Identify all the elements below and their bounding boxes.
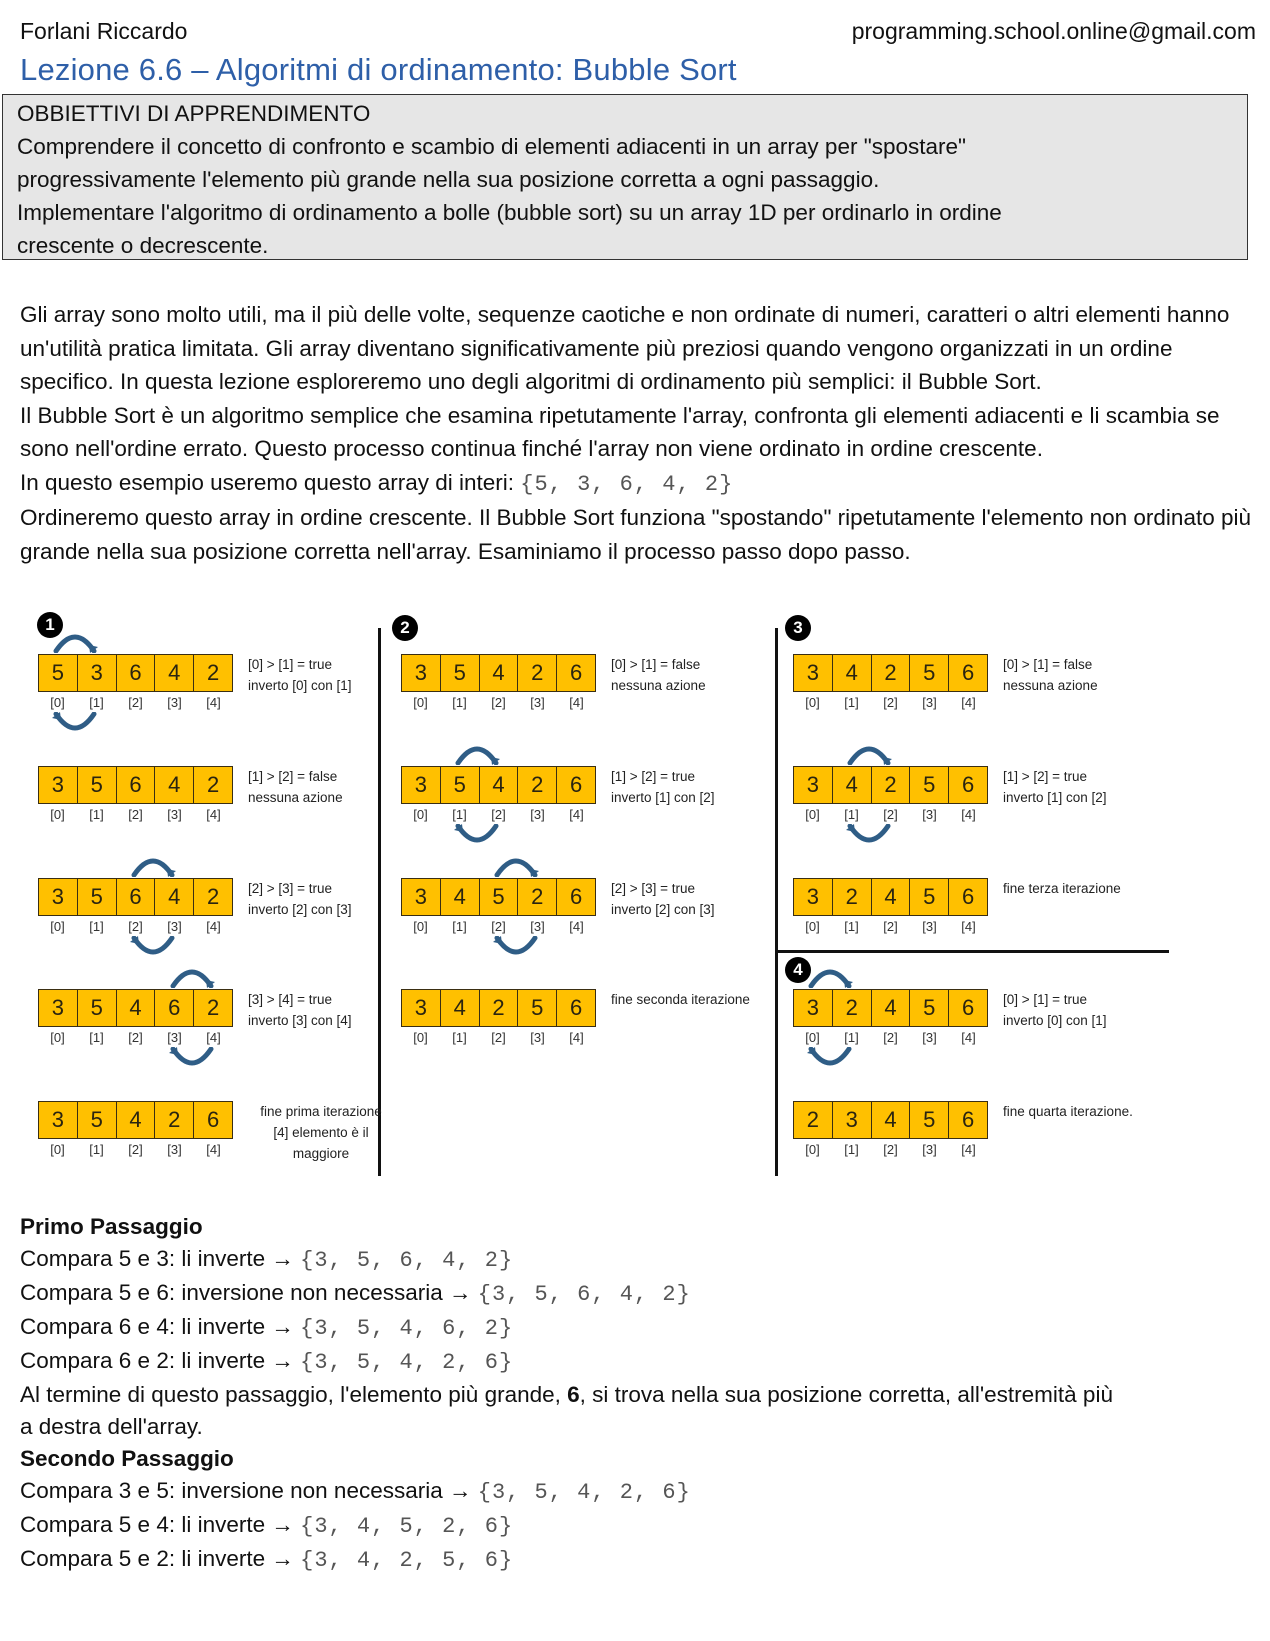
array-state-code: {3, 5, 4, 6, 2}	[300, 1316, 514, 1341]
largest-element: 6	[567, 1382, 580, 1407]
index-label: [2]	[128, 1030, 143, 1045]
index-labels	[401, 695, 596, 710]
index-label: [3]	[922, 695, 937, 710]
swap-arrow-icon	[167, 1047, 217, 1067]
index-label: [4]	[569, 1030, 584, 1045]
array-cell: 3	[39, 1102, 78, 1138]
array-step	[401, 766, 715, 822]
index-label: [0]	[50, 1142, 65, 1157]
pass-line: Compara 5 e 4: li inverte → {3, 4, 5, 2, 6}	[20, 1512, 514, 1539]
pass-line: Compara 6 e 4: li inverte → {3, 5, 4, 6, 2}	[20, 1314, 514, 1341]
array-cell: 5	[518, 990, 557, 1026]
step-note: [0] > [1] = false nessuna azione	[611, 657, 706, 693]
index-labels	[38, 695, 233, 710]
index-label: [4]	[206, 1142, 221, 1157]
array-state-code: {3, 5, 6, 4, 2}	[477, 1282, 691, 1307]
lesson-title: Lezione 6.6 – Algoritmi di ordinamento: Bubble Sort	[20, 52, 737, 87]
array-cell: 3	[402, 879, 441, 915]
index-label: [4]	[961, 695, 976, 710]
intro-paragraph	[20, 466, 1255, 502]
array-cell: 2	[194, 990, 232, 1026]
index-label: [1]	[844, 919, 859, 934]
array-cell: 3	[39, 990, 78, 1026]
array-step	[38, 989, 352, 1045]
array-step	[793, 654, 1098, 710]
array-step	[38, 766, 343, 822]
array-cell: 6	[949, 767, 987, 803]
index-label: [2]	[883, 1142, 898, 1157]
intro-text	[20, 298, 1255, 568]
step-note: fine seconda iterazione	[611, 992, 750, 1007]
index-label: [3]	[167, 919, 182, 934]
array-step	[401, 654, 706, 710]
index-label: [4]	[206, 1030, 221, 1045]
array-cell: 6	[949, 990, 987, 1026]
array-cell: 3	[833, 1102, 872, 1138]
array-cells	[793, 878, 988, 916]
pass-line: Compara 5 e 2: li inverte → {3, 4, 2, 5, 6}	[20, 1546, 514, 1573]
array-cell: 6	[949, 655, 987, 691]
index-label: [2]	[883, 807, 898, 822]
divider-line	[378, 628, 381, 1176]
example-array-code: {5, 3, 6, 4, 2}	[520, 471, 734, 497]
index-label: [1]	[89, 919, 104, 934]
second-pass-heading: Secondo Passaggio	[20, 1446, 234, 1471]
array-state-code: {3, 5, 6, 4, 2}	[300, 1248, 514, 1273]
step-note: [1] > [2] = false nessuna azione	[248, 769, 343, 805]
index-label: [4]	[206, 807, 221, 822]
array-cell: 5	[78, 1102, 117, 1138]
step-note: [0] > [1] = true inverto [0] con [1]	[248, 657, 352, 693]
author-name: Forlani Riccardo	[20, 18, 188, 44]
array-cell: 5	[910, 879, 949, 915]
array-cell: 6	[557, 655, 595, 691]
index-label: [1]	[844, 1142, 859, 1157]
array-cell: 5	[441, 767, 480, 803]
index-label: [0]	[413, 695, 428, 710]
index-labels	[38, 1142, 233, 1157]
array-cell: 2	[194, 767, 232, 803]
array-step	[793, 766, 1107, 822]
index-labels	[793, 807, 988, 822]
index-label: [3]	[167, 807, 182, 822]
index-label: [1]	[89, 807, 104, 822]
index-label: [0]	[805, 1142, 820, 1157]
array-state-code: {3, 4, 2, 5, 6}	[300, 1548, 514, 1573]
array-cell: 4	[155, 879, 194, 915]
swap-arrow-icon	[452, 745, 502, 765]
index-label: [4]	[961, 807, 976, 822]
index-label: [0]	[50, 1030, 65, 1045]
index-labels	[401, 1030, 596, 1045]
index-label: [2]	[491, 919, 506, 934]
swap-arrow-icon	[128, 936, 178, 956]
array-cell: 4	[872, 1102, 911, 1138]
index-labels	[401, 919, 596, 934]
array-cell: 4	[480, 767, 519, 803]
array-cell: 3	[78, 655, 117, 691]
step-note: fine quarta iterazione.	[1003, 1104, 1133, 1119]
index-label: [2]	[491, 807, 506, 822]
array-cells	[793, 766, 988, 804]
index-label: [4]	[569, 695, 584, 710]
array-cell: 5	[910, 655, 949, 691]
array-cell: 6	[949, 879, 987, 915]
index-label: [3]	[530, 807, 545, 822]
array-cell: 2	[194, 655, 232, 691]
iteration-badge: 1	[37, 612, 63, 638]
index-label: [2]	[883, 1030, 898, 1045]
array-cell: 3	[794, 879, 833, 915]
array-cells	[38, 654, 233, 692]
array-cell: 3	[794, 655, 833, 691]
array-cells	[38, 989, 233, 1027]
array-cell: 5	[910, 990, 949, 1026]
array-cell: 2	[194, 879, 232, 915]
array-cell: 6	[557, 879, 595, 915]
objectives-heading: OBBIETTIVI DI APPRENDIMENTO	[17, 101, 371, 126]
index-label: [2]	[491, 695, 506, 710]
array-cell: 3	[402, 767, 441, 803]
index-labels	[793, 695, 988, 710]
swap-arrow-icon	[805, 1047, 855, 1067]
array-cell: 2	[518, 879, 557, 915]
array-cell: 2	[833, 990, 872, 1026]
array-cell: 2	[518, 767, 557, 803]
index-label: [0]	[413, 919, 428, 934]
index-label: [0]	[805, 807, 820, 822]
intro-paragraph: Ordineremo questo array in ordine crescente. Il Bubble Sort funziona "spostando" ripetutamente l'elemento non ordinato più grande nella sua posizione corretta nell'array. Esaminiamo il processo passo dopo passo.	[20, 505, 1251, 564]
array-cell: 3	[39, 767, 78, 803]
index-label: [0]	[413, 807, 428, 822]
array-cell: 4	[872, 990, 911, 1026]
pass-line: Compara 6 e 2: li inverte → {3, 5, 4, 2, 6}	[20, 1348, 514, 1375]
array-cell: 5	[78, 990, 117, 1026]
array-step	[793, 878, 1121, 934]
array-cell: 4	[480, 655, 519, 691]
learning-objectives-box	[2, 94, 1248, 260]
index-label: [0]	[805, 919, 820, 934]
index-label: [0]	[50, 807, 65, 822]
array-cell: 5	[441, 655, 480, 691]
step-note: [2] > [3] = true inverto [2] con [3]	[248, 881, 352, 917]
array-step	[38, 1101, 382, 1161]
index-labels	[38, 807, 233, 822]
array-cell: 6	[117, 767, 156, 803]
contact-email: programming.school.online@gmail.com	[851, 18, 1256, 44]
array-cell: 6	[557, 767, 595, 803]
objective-line: Comprendere il concetto di confronto e scambio di elementi adiacenti in un array per "spostare"	[17, 134, 966, 159]
array-cell: 3	[39, 879, 78, 915]
step-note: [1] > [2] = true inverto [1] con [2]	[1003, 769, 1107, 805]
array-step	[38, 654, 352, 710]
array-cell: 3	[402, 655, 441, 691]
iteration-badge: 2	[392, 615, 418, 641]
step-note: [0] > [1] = false nessuna azione	[1003, 657, 1098, 693]
array-cell: 6	[557, 990, 595, 1026]
array-cells	[38, 1101, 233, 1139]
index-label: [3]	[530, 919, 545, 934]
array-cell: 6	[949, 1102, 987, 1138]
intro-example-text: In questo esempio useremo questo array di interi:	[20, 469, 521, 495]
index-label: [1]	[89, 1142, 104, 1157]
index-label: [1]	[844, 807, 859, 822]
index-label: [1]	[452, 695, 467, 710]
index-label: [3]	[530, 1030, 545, 1045]
array-cell: 2	[794, 1102, 833, 1138]
array-step	[793, 989, 1107, 1045]
array-cell: 5	[39, 655, 78, 691]
array-cell: 6	[194, 1102, 232, 1138]
array-step	[793, 1101, 1133, 1157]
index-label: [1]	[452, 807, 467, 822]
step-note: [3] > [4] = true inverto [3] con [4]	[248, 992, 352, 1028]
index-label: [2]	[128, 807, 143, 822]
index-labels	[793, 919, 988, 934]
array-cell: 4	[833, 655, 872, 691]
index-labels	[793, 1142, 988, 1157]
swap-arrow-icon	[844, 824, 894, 844]
array-step	[401, 989, 750, 1045]
array-cell: 4	[872, 879, 911, 915]
first-pass-heading: Primo Passaggio	[20, 1214, 203, 1239]
array-step	[38, 878, 352, 934]
index-label: [4]	[961, 919, 976, 934]
array-cell: 4	[441, 990, 480, 1026]
index-label: [2]	[128, 695, 143, 710]
array-cell: 2	[155, 1102, 194, 1138]
array-cells	[401, 766, 596, 804]
array-cell: 3	[402, 990, 441, 1026]
array-cell: 4	[441, 879, 480, 915]
objective-line: progressivamente l'elemento più grande nella sua posizione corretta a ogni passaggio.	[17, 167, 880, 192]
step-note: fine prima iterazione [4] elemento è il maggiore	[260, 1104, 382, 1161]
index-label: [4]	[206, 919, 221, 934]
array-cell: 3	[794, 767, 833, 803]
index-label: [3]	[922, 919, 937, 934]
swap-arrow-icon	[844, 745, 894, 765]
array-step	[401, 878, 715, 934]
index-label: [3]	[922, 1030, 937, 1045]
array-cells	[401, 878, 596, 916]
step-note: fine terza iterazione	[1003, 881, 1121, 896]
index-label: [2]	[128, 1142, 143, 1157]
index-label: [3]	[167, 1030, 182, 1045]
array-cell: 5	[910, 1102, 949, 1138]
array-cells	[793, 1101, 988, 1139]
array-cell: 5	[910, 767, 949, 803]
index-label: [1]	[844, 695, 859, 710]
array-cell: 4	[117, 1102, 156, 1138]
iteration-badge: 4	[785, 957, 811, 983]
divider-line	[775, 628, 778, 1176]
index-labels	[38, 1030, 233, 1045]
array-cell: 5	[480, 879, 519, 915]
index-label: [2]	[128, 919, 143, 934]
bubble-sort-diagram	[0, 615, 1270, 1235]
array-state-code: {3, 5, 4, 2, 6}	[477, 1480, 691, 1505]
array-cell: 2	[872, 767, 911, 803]
swap-arrow-icon	[491, 857, 541, 877]
array-cell: 6	[155, 990, 194, 1026]
swap-arrow-icon	[805, 968, 855, 988]
index-label: [3]	[167, 1142, 182, 1157]
array-cells	[793, 989, 988, 1027]
index-label: [4]	[569, 807, 584, 822]
array-cell: 5	[78, 879, 117, 915]
swap-arrow-icon	[50, 633, 100, 653]
index-labels	[38, 919, 233, 934]
pass-line: Compara 3 e 5: inversione non necessaria → {3, 5, 4, 2, 6}	[20, 1478, 691, 1505]
array-state-code: {3, 4, 5, 2, 6}	[300, 1514, 514, 1539]
swap-arrow-icon	[452, 824, 502, 844]
array-cell: 4	[155, 655, 194, 691]
index-label: [0]	[805, 1030, 820, 1045]
array-state-code: {3, 5, 4, 2, 6}	[300, 1350, 514, 1375]
array-cells	[38, 766, 233, 804]
passes-explanation	[20, 1211, 1260, 1577]
index-label: [0]	[805, 695, 820, 710]
array-cell: 6	[117, 655, 156, 691]
step-note: [2] > [3] = true inverto [2] con [3]	[611, 881, 715, 917]
iteration-badge: 3	[785, 615, 811, 641]
intro-paragraph: Gli array sono molto utili, ma il più delle volte, sequenze caotiche e non ordinate di numeri, caratteri o altri elementi hanno un'utilità pratica limitata. Gli array diventano significativamente più preziosi quando vengono organizzati in un ordine specifico. In questa lezione esploreremo uno degli algoritmi di ordinamento più semplici: il Bubble Sort.	[20, 302, 1230, 394]
index-label: [1]	[89, 695, 104, 710]
array-cells	[793, 654, 988, 692]
swap-arrow-icon	[167, 968, 217, 988]
array-cells	[401, 989, 596, 1027]
array-cell: 6	[117, 879, 156, 915]
objective-line: crescente o decrescente.	[17, 233, 269, 258]
pass-line: Compara 5 e 6: inversione non necessaria → {3, 5, 6, 4, 2}	[20, 1280, 691, 1307]
array-cells	[401, 654, 596, 692]
array-cells	[38, 878, 233, 916]
array-cell: 2	[480, 990, 519, 1026]
index-label: [2]	[883, 919, 898, 934]
index-label: [4]	[961, 1142, 976, 1157]
divider-line	[775, 950, 1169, 953]
swap-arrow-icon	[491, 936, 541, 956]
index-label: [0]	[50, 919, 65, 934]
index-label: [3]	[922, 807, 937, 822]
array-cell: 5	[78, 767, 117, 803]
array-cell: 3	[794, 990, 833, 1026]
swap-arrow-icon	[50, 712, 100, 732]
index-label: [1]	[89, 1030, 104, 1045]
index-label: [1]	[452, 919, 467, 934]
index-label: [2]	[491, 1030, 506, 1045]
step-note: [0] > [1] = true inverto [0] con [1]	[1003, 992, 1107, 1028]
index-label: [4]	[961, 1030, 976, 1045]
step-note: [1] > [2] = true inverto [1] con [2]	[611, 769, 715, 805]
index-label: [3]	[167, 695, 182, 710]
array-cell: 4	[833, 767, 872, 803]
index-labels	[793, 1030, 988, 1045]
index-label: [3]	[922, 1142, 937, 1157]
array-cell: 2	[518, 655, 557, 691]
pass-line: Compara 5 e 3: li inverte → {3, 5, 6, 4, 2}	[20, 1246, 514, 1273]
swap-arrow-icon	[128, 857, 178, 877]
index-label: [1]	[452, 1030, 467, 1045]
intro-paragraph: Il Bubble Sort è un algoritmo semplice che esamina ripetutamente l'array, confronta gli elementi adiacenti e li scambia se sono nell'ordine errato. Questo processo continua finché l'array non viene ordinato in ordine crescente.	[20, 402, 1220, 461]
index-label: [0]	[50, 695, 65, 710]
index-label: [3]	[530, 695, 545, 710]
index-labels	[401, 807, 596, 822]
index-label: [4]	[206, 695, 221, 710]
array-cell: 2	[833, 879, 872, 915]
array-cell: 4	[117, 990, 156, 1026]
objective-line: Implementare l'algoritmo di ordinamento a bolle (bubble sort) su un array 1D per ordinarlo in ordine	[17, 200, 1002, 225]
array-cell: 2	[872, 655, 911, 691]
first-pass-summary: Al termine di questo passaggio, l'elemento più grande, 6, si trova nella sua posizione corretta, all'estremità più	[20, 1382, 1113, 1407]
index-label: [2]	[883, 695, 898, 710]
first-pass-summary-cont: a destra dell'array.	[20, 1414, 203, 1439]
index-label: [4]	[569, 919, 584, 934]
index-label: [0]	[413, 1030, 428, 1045]
array-cell: 4	[155, 767, 194, 803]
index-label: [1]	[844, 1030, 859, 1045]
